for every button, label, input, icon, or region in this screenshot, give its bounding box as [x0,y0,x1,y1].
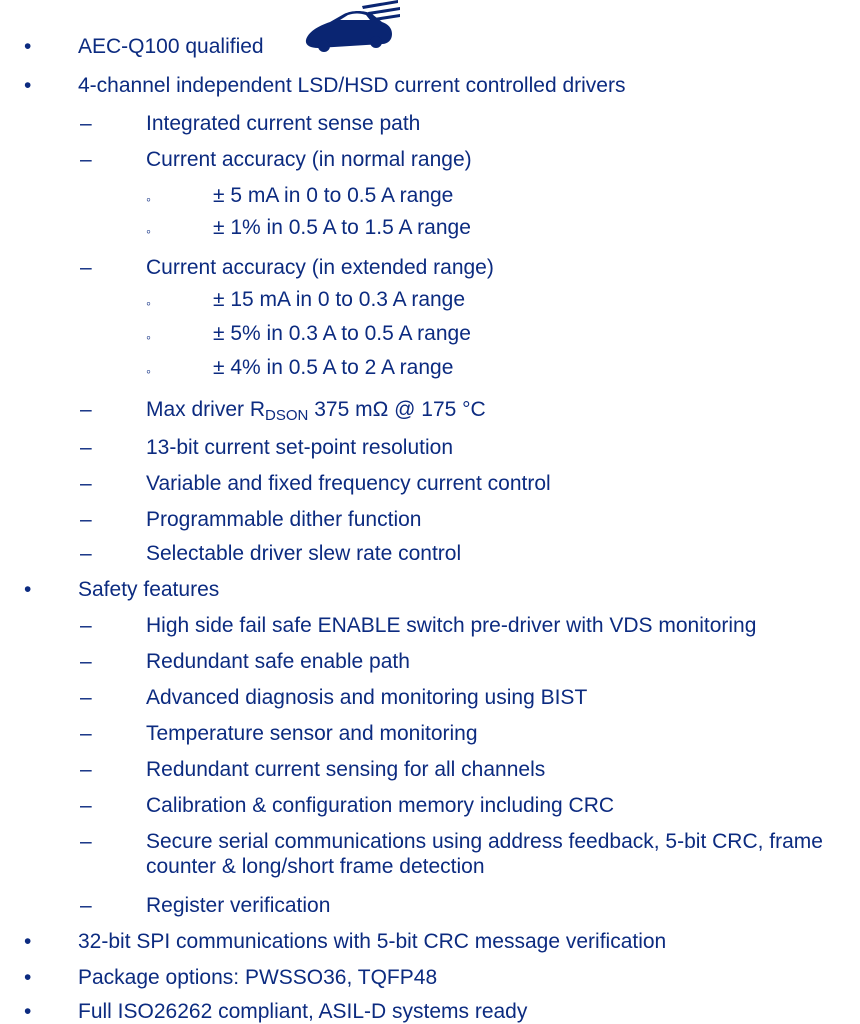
dash-marker: – [80,398,92,421]
list-item-text: ± 15 mA in 0 to 0.3 A range [213,288,466,311]
list-item-text: Variable and fixed frequency current control [146,472,551,495]
bullet-marker: • [24,1000,32,1023]
circle-marker: ◦ [146,191,151,207]
bullet-marker: • [24,966,32,989]
dash-marker: – [80,436,92,459]
dash-marker: – [80,830,92,853]
circle-marker: ◦ [146,223,151,239]
list-item-text: Programmable dither function [146,508,422,531]
car-icon [300,0,400,58]
list-item-text: Redundant safe enable path [146,650,410,673]
dash-marker: – [80,508,92,531]
list-item-text: Advanced diagnosis and monitoring using BIST [146,686,588,709]
list-item-text: 4-channel independent LSD/HSD current controlled drivers [78,74,626,97]
list-item-text: Full ISO26262 compliant, ASIL-D systems ready [78,1000,528,1023]
list-item-text: High side fail safe ENABLE switch pre-driver with VDS monitoring [146,614,757,637]
list-item-text: ± 4% in 0.5 A to 2 A range [213,356,454,379]
list-item-text: Integrated current sense path [146,112,421,135]
dash-marker: – [80,256,92,279]
list-item-text: ± 1% in 0.5 A to 1.5 A range [213,216,471,239]
dash-marker: – [80,614,92,637]
dash-marker: – [80,112,92,135]
list-item-text: ± 5 mA in 0 to 0.5 A range [213,184,454,207]
circle-marker: ◦ [146,329,151,345]
list-item-text: Package options: PWSSO36, TQFP48 [78,966,438,989]
dash-marker: – [80,894,92,917]
rdson-subscript: DSON [265,407,309,424]
bullet-marker: • [24,74,32,97]
bullet-marker: • [24,35,32,58]
rdson-suffix: 375 mΩ @ 175 °C [308,398,486,421]
list-item-text [146,397,486,422]
dash-marker: – [80,722,92,745]
dash-marker: – [80,148,92,171]
dash-marker: – [80,650,92,673]
dash-marker: – [80,472,92,495]
dash-marker: – [80,794,92,817]
list-item-text: AEC-Q100 qualified [78,35,264,58]
list-item-text: Calibration & configuration memory including CRC [146,794,615,817]
list-item-text: Selectable driver slew rate control [146,542,462,565]
dash-marker: – [80,542,92,565]
dash-marker: – [80,686,92,709]
list-item-text: Redundant current sensing for all channels [146,758,546,781]
list-item-text: Current accuracy (in extended range) [146,256,494,279]
bullet-marker: • [24,578,32,601]
list-item-text: Temperature sensor and monitoring [146,722,478,745]
list-item-text: Safety features [78,578,220,601]
rdson-prefix: Max driver R [146,398,266,421]
list-item-text: Secure serial communications using address feedback, 5-bit CRC, frame counter & long/short frame detection [146,830,823,878]
list-item-text: ± 5% in 0.3 A to 0.5 A range [213,322,471,345]
circle-marker: ◦ [146,363,151,379]
list-item-text: Register verification [146,894,331,917]
bullet-marker: • [24,930,32,953]
list-item-text: 32-bit SPI communications with 5-bit CRC message verification [78,930,667,953]
list-item-text: Current accuracy (in normal range) [146,148,472,171]
dash-marker: – [80,758,92,781]
list-item-text: 13-bit current set-point resolution [146,436,453,459]
circle-marker: ◦ [146,295,151,311]
